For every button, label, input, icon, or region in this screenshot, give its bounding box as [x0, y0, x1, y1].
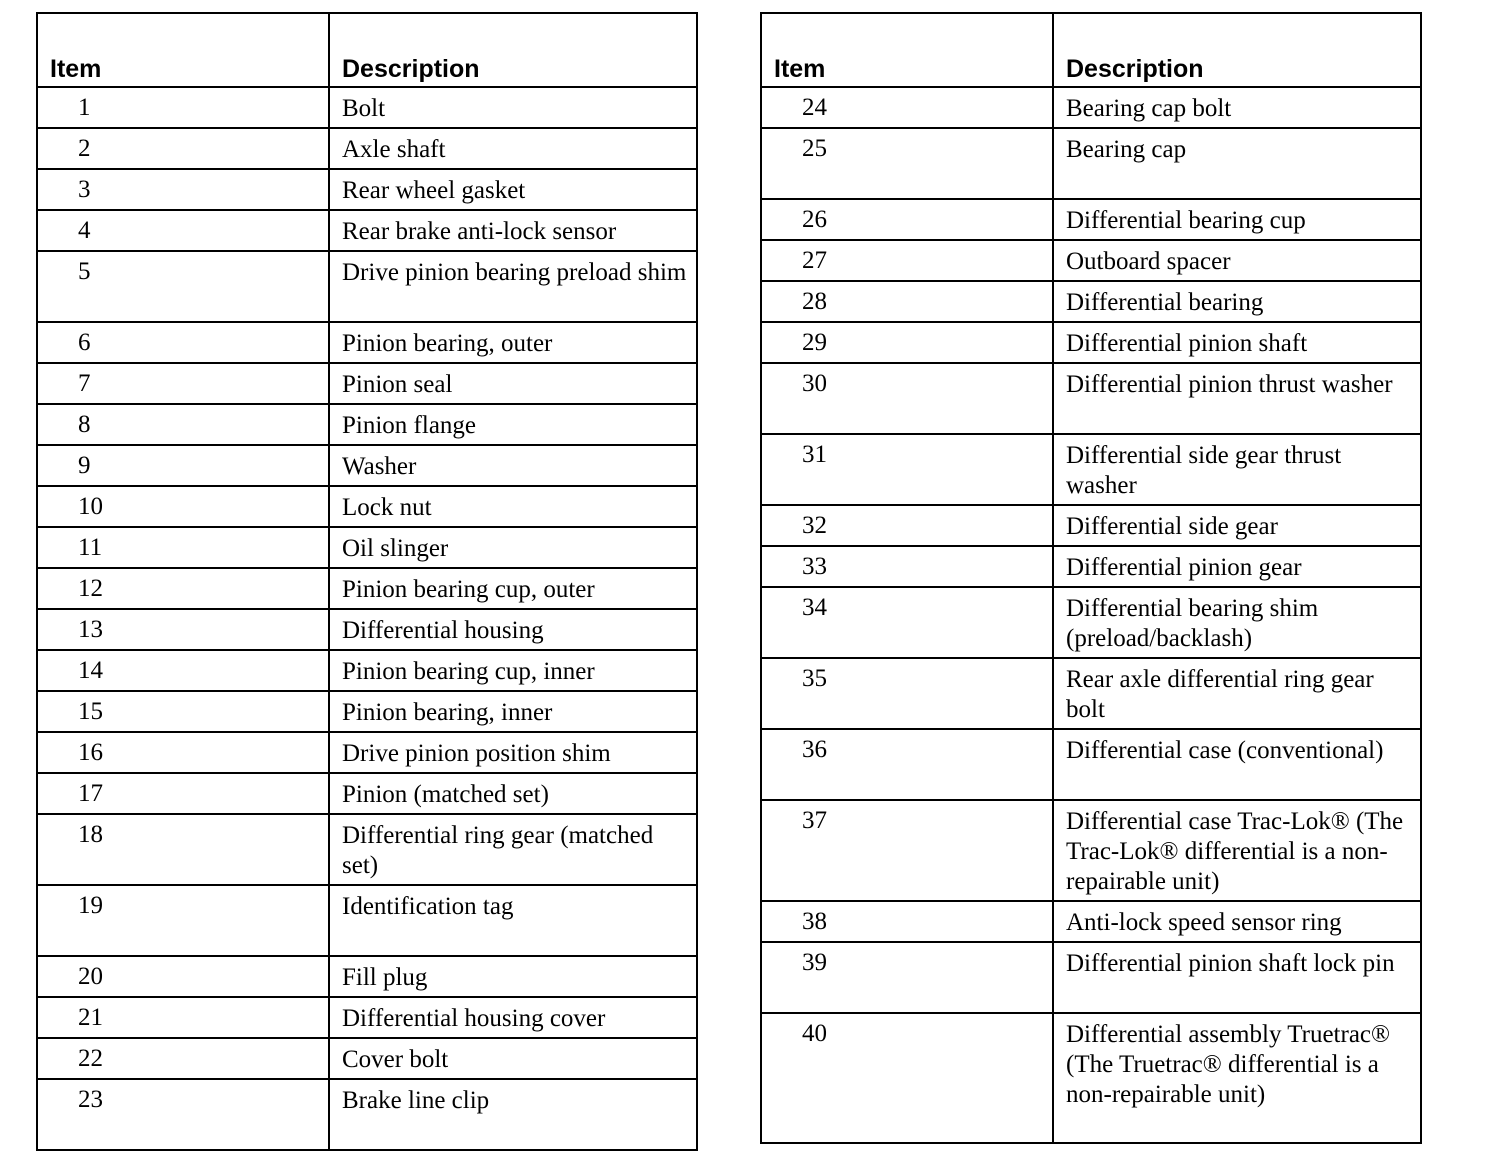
- item-description: Pinion bearing, outer: [329, 322, 697, 363]
- item-description: Identification tag: [329, 885, 697, 956]
- table-row: [761, 729, 1421, 800]
- item-description: Differential bearing cup: [1053, 199, 1421, 240]
- item-number: 13: [37, 609, 329, 650]
- item-description: Cover bolt: [329, 1038, 697, 1079]
- table-row: [37, 404, 697, 445]
- item-number: 5: [37, 251, 329, 322]
- table-row: [761, 942, 1421, 1013]
- item-number: 35: [761, 658, 1053, 729]
- item-description: Washer: [329, 445, 697, 486]
- item-number: 4: [37, 210, 329, 251]
- item-number: 28: [761, 281, 1053, 322]
- item-number: 25: [761, 128, 1053, 199]
- item-number: 34: [761, 587, 1053, 658]
- item-description: Lock nut: [329, 486, 697, 527]
- table-row: [37, 363, 697, 404]
- item-column-header: Item: [37, 13, 329, 87]
- table-row: [37, 1038, 697, 1079]
- table-row: [761, 587, 1421, 658]
- table-row: [761, 505, 1421, 546]
- table-row: [37, 251, 697, 322]
- item-number: 20: [37, 956, 329, 997]
- item-number: 6: [37, 322, 329, 363]
- item-description: Rear wheel gasket: [329, 169, 697, 210]
- item-description: Differential housing: [329, 609, 697, 650]
- parts-table-left: [36, 12, 698, 1151]
- item-number: 18: [37, 814, 329, 885]
- table-row: [37, 609, 697, 650]
- table-row: [37, 773, 697, 814]
- item-number: 33: [761, 546, 1053, 587]
- item-description: Differential side gear thrust washer: [1053, 434, 1421, 505]
- table-row: [761, 800, 1421, 901]
- item-number: 22: [37, 1038, 329, 1079]
- item-description: Bearing cap: [1053, 128, 1421, 199]
- table-row: [761, 128, 1421, 199]
- item-description: Differential bearing: [1053, 281, 1421, 322]
- item-number: 8: [37, 404, 329, 445]
- item-number: 3: [37, 169, 329, 210]
- item-description: Differential side gear: [1053, 505, 1421, 546]
- header-row: [37, 13, 697, 87]
- table-row: [37, 650, 697, 691]
- item-number: 37: [761, 800, 1053, 901]
- item-number: 38: [761, 901, 1053, 942]
- table-row: [761, 363, 1421, 434]
- table-row: [37, 445, 697, 486]
- table-row: [37, 997, 697, 1038]
- item-number: 16: [37, 732, 329, 773]
- item-description: Oil slinger: [329, 527, 697, 568]
- item-description: Pinion seal: [329, 363, 697, 404]
- table-row: [761, 281, 1421, 322]
- item-description: Drive pinion position shim: [329, 732, 697, 773]
- item-number: 36: [761, 729, 1053, 800]
- item-description: Axle shaft: [329, 128, 697, 169]
- description-column-header: Description: [1053, 13, 1421, 87]
- item-description: Differential pinion shaft: [1053, 322, 1421, 363]
- table-row: [37, 732, 697, 773]
- item-description: Brake line clip: [329, 1079, 697, 1150]
- item-description: Bolt: [329, 87, 697, 128]
- table-row: [37, 169, 697, 210]
- item-description: Rear axle differential ring gear bolt: [1053, 658, 1421, 729]
- table-row: [37, 87, 697, 128]
- item-description: Differential case (conventional): [1053, 729, 1421, 800]
- item-number: 17: [37, 773, 329, 814]
- item-description: Differential housing cover: [329, 997, 697, 1038]
- item-number: 1: [37, 87, 329, 128]
- table-row: [761, 658, 1421, 729]
- table-row: [37, 814, 697, 885]
- item-description: Differential case Trac-Lok® (The Trac-Lok® differential is a non-repairable unit): [1053, 800, 1421, 901]
- item-number: 31: [761, 434, 1053, 505]
- item-description: Differential bearing shim (preload/backlash): [1053, 587, 1421, 658]
- item-number: 26: [761, 199, 1053, 240]
- parts-table-right: [760, 12, 1422, 1144]
- item-number: 32: [761, 505, 1053, 546]
- table-row: [761, 434, 1421, 505]
- item-number: 29: [761, 322, 1053, 363]
- item-description: Pinion (matched set): [329, 773, 697, 814]
- item-description: Pinion flange: [329, 404, 697, 445]
- table-row: [37, 128, 697, 169]
- item-number: 12: [37, 568, 329, 609]
- item-description: Bearing cap bolt: [1053, 87, 1421, 128]
- item-number: 24: [761, 87, 1053, 128]
- item-description: Anti-lock speed sensor ring: [1053, 901, 1421, 942]
- table-row: [761, 199, 1421, 240]
- item-description: Pinion bearing, inner: [329, 691, 697, 732]
- item-description: Outboard spacer: [1053, 240, 1421, 281]
- description-column-header: Description: [329, 13, 697, 87]
- item-number: 23: [37, 1079, 329, 1150]
- item-description: Differential pinion thrust washer: [1053, 363, 1421, 434]
- item-description: Differential ring gear (matched set): [329, 814, 697, 885]
- item-description: Drive pinion bearing preload shim: [329, 251, 697, 322]
- item-description: Rear brake anti-lock sensor: [329, 210, 697, 251]
- item-number: 9: [37, 445, 329, 486]
- item-number: 19: [37, 885, 329, 956]
- header-row: [761, 13, 1421, 87]
- item-description: Pinion bearing cup, outer: [329, 568, 697, 609]
- table-row: [37, 486, 697, 527]
- table-row: [37, 210, 697, 251]
- item-description: Differential assembly Truetrac® (The Truetrac® differential is a non-repairable unit): [1053, 1013, 1421, 1143]
- table-row: [37, 322, 697, 363]
- table-row: [761, 901, 1421, 942]
- item-number: 2: [37, 128, 329, 169]
- table-row: [37, 568, 697, 609]
- item-description: Differential pinion shaft lock pin: [1053, 942, 1421, 1013]
- table-row: [37, 1079, 697, 1150]
- table-row: [37, 691, 697, 732]
- item-description: Differential pinion gear: [1053, 546, 1421, 587]
- item-number: 40: [761, 1013, 1053, 1143]
- item-number: 15: [37, 691, 329, 732]
- item-number: 7: [37, 363, 329, 404]
- table-row: [37, 527, 697, 568]
- table-row: [761, 240, 1421, 281]
- item-description: Pinion bearing cup, inner: [329, 650, 697, 691]
- item-column-header: Item: [761, 13, 1053, 87]
- table-row: [761, 546, 1421, 587]
- item-number: 10: [37, 486, 329, 527]
- item-number: 39: [761, 942, 1053, 1013]
- item-number: 30: [761, 363, 1053, 434]
- table-row: [761, 87, 1421, 128]
- item-number: 14: [37, 650, 329, 691]
- table-row: [37, 956, 697, 997]
- table-row: [761, 1013, 1421, 1143]
- table-row: [761, 322, 1421, 363]
- item-description: Fill plug: [329, 956, 697, 997]
- item-number: 11: [37, 527, 329, 568]
- item-number: 27: [761, 240, 1053, 281]
- table-row: [37, 885, 697, 956]
- item-number: 21: [37, 997, 329, 1038]
